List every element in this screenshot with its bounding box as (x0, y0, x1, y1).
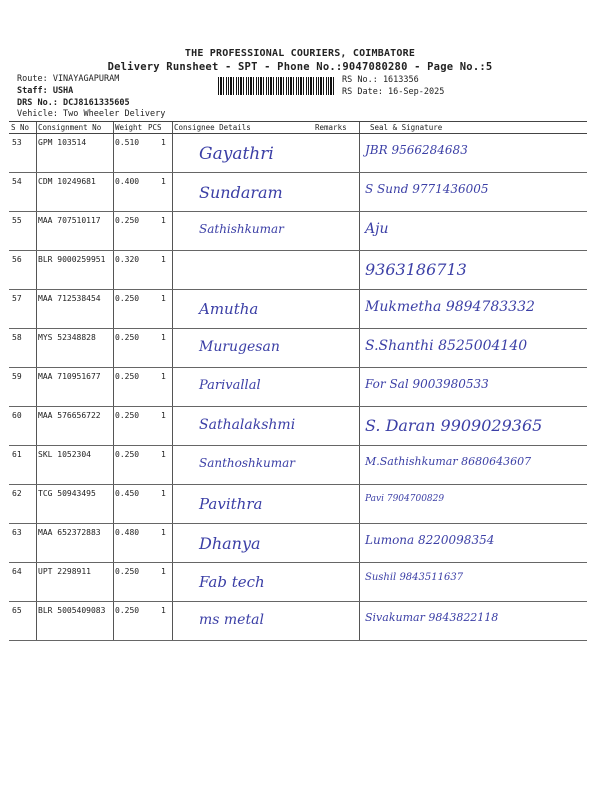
drs-number: DRS No.: DCJ8161335605 (17, 98, 130, 108)
handwritten-consignee-name: Sundaram (199, 183, 283, 202)
handwritten-signature: S. Daran 9909029365 (365, 416, 543, 435)
table-row (9, 134, 587, 173)
table-row (9, 485, 587, 524)
handwritten-consignee-name: Fab tech (199, 573, 265, 591)
row-consignment-number: SKL 1052304 (38, 450, 91, 459)
table-row (9, 563, 587, 602)
rs-number: RS No.: 1613356 (342, 75, 419, 85)
row-pcs: 1 (161, 489, 166, 498)
row-consignment-number: MAA 710951677 (38, 372, 101, 381)
handwritten-signature: JBR 9566284683 (365, 143, 468, 157)
handwritten-signature: Mukmetha 9894783332 (365, 299, 535, 315)
table-row (9, 524, 587, 563)
table-row (9, 368, 587, 407)
row-weight: 0.320 (115, 255, 140, 264)
header-consignment: Consignment No (38, 123, 102, 132)
row-sno: 58 (12, 333, 22, 342)
row-weight: 0.510 (115, 138, 140, 147)
handwritten-signature: Lumona 8220098354 (365, 533, 495, 547)
row-pcs: 1 (161, 138, 166, 147)
row-pcs: 1 (161, 294, 166, 303)
row-sno: 57 (12, 294, 22, 303)
handwritten-consignee-name: Sathalakshmi (199, 417, 296, 433)
handwritten-consignee-name: Pavithra (199, 495, 263, 513)
row-weight: 0.250 (115, 333, 140, 342)
handwritten-consignee-name: Sathishkumar (199, 222, 284, 236)
row-pcs: 1 (161, 372, 166, 381)
row-weight: 0.250 (115, 450, 140, 459)
handwritten-consignee-name: Murugesan (199, 339, 280, 355)
row-consignment-number: TCG 50943495 (38, 489, 96, 498)
route-label: Route: VINAYAGAPURAM (17, 74, 120, 84)
company-title: THE PROFESSIONAL COURIERS, COIMBATORE (184, 48, 416, 59)
row-sno: 59 (12, 372, 22, 381)
row-weight: 0.250 (115, 216, 140, 225)
row-consignment-number: GPM 103514 (38, 138, 87, 147)
table-row (9, 290, 587, 329)
row-consignment-number: MAA 652372883 (38, 528, 101, 537)
row-weight: 0.450 (115, 489, 140, 498)
header-pcs: PCS (148, 123, 162, 132)
row-pcs: 1 (161, 255, 166, 264)
header-consignee: Consignee Details (174, 123, 251, 132)
row-consignment-number: MAA 712538454 (38, 294, 101, 303)
table-row (9, 212, 587, 251)
row-consignment-number: CDM 10249681 (38, 177, 96, 186)
table-row (9, 446, 587, 485)
row-sno: 53 (12, 138, 22, 147)
row-consignment-number: MYS 52348828 (38, 333, 96, 342)
row-pcs: 1 (161, 528, 166, 537)
handwritten-consignee-name: Parivallal (199, 378, 261, 393)
row-sno: 54 (12, 177, 22, 186)
handwritten-consignee-name: ms metal (199, 612, 264, 628)
handwritten-consignee-name: Amutha (199, 300, 259, 318)
barcode-graphic (218, 77, 336, 95)
row-sno: 60 (12, 411, 22, 420)
row-consignment-number: BLR 5005409083 (38, 606, 106, 615)
header-weight: Weight (115, 123, 143, 132)
delivery-table (9, 121, 587, 641)
handwritten-signature: Aju (365, 221, 389, 237)
table-row (9, 251, 587, 290)
handwritten-signature: For Sal 9003980533 (365, 377, 489, 391)
handwritten-signature: Sivakumar 9843822118 (365, 611, 499, 624)
table-row (9, 602, 587, 641)
header-sno: S No (11, 123, 30, 132)
handwritten-signature: S.Shanthi 8525004140 (365, 338, 528, 354)
row-consignment-number: UPT 2298911 (38, 567, 91, 576)
header-seal: Seal & Signature (370, 123, 443, 132)
handwritten-signature: Pavi 7904700829 (365, 494, 445, 504)
table-header (9, 122, 587, 134)
row-pcs: 1 (161, 333, 166, 342)
row-weight: 0.250 (115, 606, 140, 615)
staff-label: Staff: USHA (17, 86, 74, 96)
row-weight: 0.250 (115, 567, 140, 576)
table-row (9, 329, 587, 368)
handwritten-signature: Sushil 9843511637 (365, 572, 464, 583)
row-pcs: 1 (161, 177, 166, 186)
handwritten-consignee-name: Gayathri (199, 144, 274, 164)
row-sno: 56 (12, 255, 22, 264)
row-weight: 0.250 (115, 411, 140, 420)
row-weight: 0.250 (115, 372, 140, 381)
row-pcs: 1 (161, 411, 166, 420)
runsheet-subtitle: Delivery Runsheet - SPT - Phone No.:9047080280 - Page No.:5 (107, 61, 493, 73)
handwritten-consignee-name: Santhoshkumar (199, 456, 296, 470)
row-sno: 65 (12, 606, 22, 615)
row-pcs: 1 (161, 216, 166, 225)
table-row (9, 407, 587, 446)
row-weight: 0.400 (115, 177, 140, 186)
handwritten-consignee-name: Dhanya (199, 534, 261, 553)
handwritten-signature: 9363186713 (365, 260, 467, 279)
row-sno: 55 (12, 216, 22, 225)
row-sno: 64 (12, 567, 22, 576)
row-weight: 0.250 (115, 294, 140, 303)
handwritten-signature: M.Sathishkumar 8680643607 (365, 455, 532, 468)
row-weight: 0.480 (115, 528, 140, 537)
rs-date: RS Date: 16-Sep-2025 (342, 87, 445, 97)
row-pcs: 1 (161, 567, 166, 576)
table-body (9, 134, 587, 641)
row-pcs: 1 (161, 606, 166, 615)
vehicle-label: Vehicle: Two Wheeler Delivery (17, 109, 166, 119)
row-consignment-number: BLR 9000259951 (38, 255, 106, 264)
row-sno: 61 (12, 450, 22, 459)
row-pcs: 1 (161, 450, 166, 459)
row-sno: 63 (12, 528, 22, 537)
table-row (9, 173, 587, 212)
handwritten-signature: S Sund 9771436005 (365, 182, 489, 196)
row-consignment-number: MAA 707510117 (38, 216, 101, 225)
row-consignment-number: MAA 576656722 (38, 411, 101, 420)
row-sno: 62 (12, 489, 22, 498)
header-remarks: Remarks (315, 123, 347, 132)
